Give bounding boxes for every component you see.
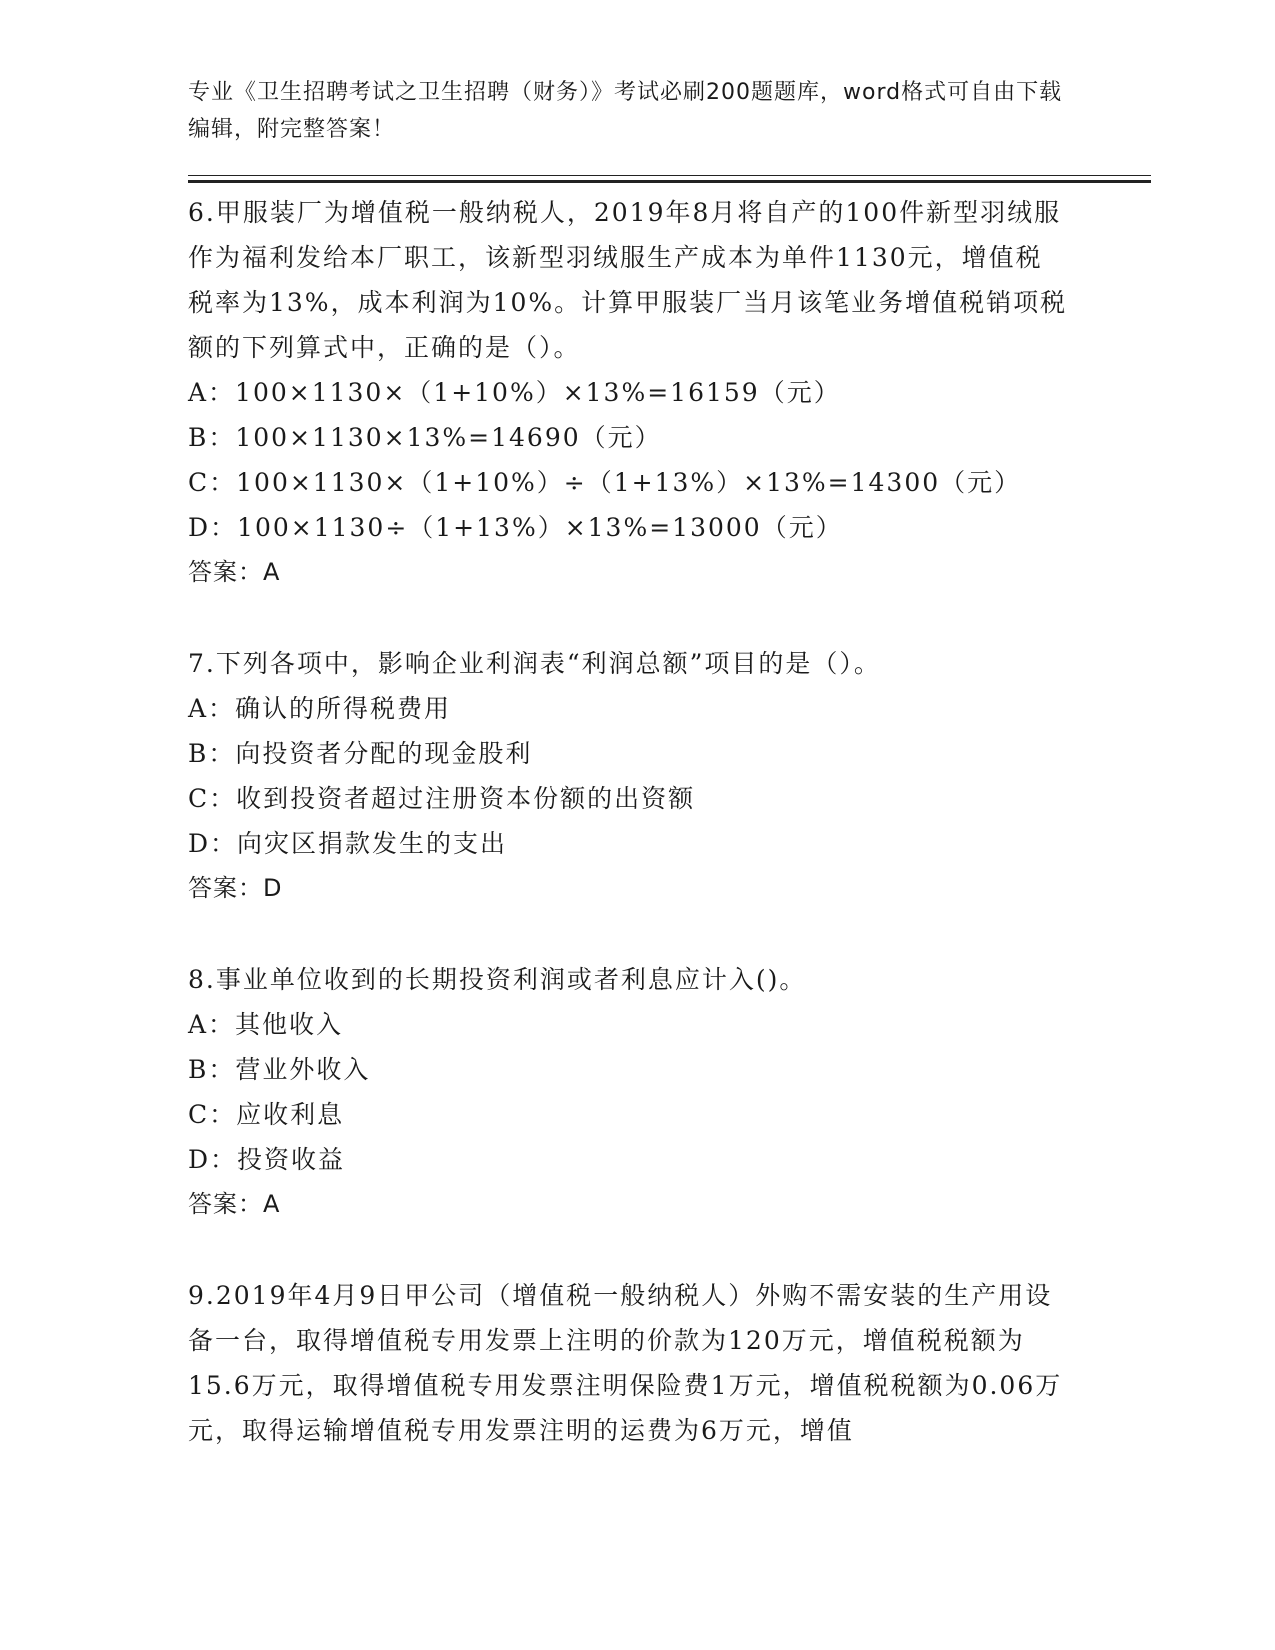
question-stem: 8.事业单位收到的长期投资利润或者利息应计入()。 xyxy=(188,965,807,994)
option-c: C：100×1130×（1+10%）÷（1+13%）×13%=14300（元） xyxy=(188,468,1022,497)
option-a: A：100×1130×（1+10%）×13%=16159（元） xyxy=(188,378,841,407)
question-stem: 6.甲服装厂为增值税一般纳税人，2019年8月将自产的100件新型羽绒服作为福利发给本厂职工，该新型羽绒服生产成本为单件1130元，增值税税率为13%，成本利润为10%。计算甲服装厂当月该笔业务增值税销项税额的下列算式中，正确的是（）。 xyxy=(188,198,1068,362)
option-b: B：营业外收入 xyxy=(188,1055,371,1084)
answer-line: 答案：D xyxy=(188,874,283,902)
option-c: C：应收利息 xyxy=(188,1100,345,1129)
question-stem: 7.下列各项中，影响企业利润表“利润总额”项目的是（）。 xyxy=(188,649,881,678)
option-c: C：收到投资者超过注册资本份额的出资额 xyxy=(188,784,696,813)
question-9 xyxy=(188,1273,1068,1453)
question-stem: 9.2019年4月9日甲公司（增值税一般纳税人）外购不需安装的生产用设备一台，取得增值税专用发票上注明的价款为120万元，增值税税额为15.6万元，取得增值税专用发票注明保险费1万元，增值税税额为0.06万元，取得运输增值税专用发票注明的运费为6万元，增值 xyxy=(188,1281,1063,1445)
option-b: B：向投资者分配的现金股利 xyxy=(188,739,533,768)
option-d: D：向灾区捐款发生的支出 xyxy=(188,829,508,858)
option-a: A：其他收入 xyxy=(188,1010,344,1039)
option-d: D：投资收益 xyxy=(188,1145,346,1174)
header-divider xyxy=(188,175,1151,176)
option-b: B：100×1130×13%=14690（元） xyxy=(188,423,662,452)
question-8 xyxy=(188,957,1068,1227)
answer-line: 答案：A xyxy=(188,1190,281,1218)
header-divider-thick xyxy=(188,180,1151,183)
document-header: 专业《卫生招聘考试之卫生招聘（财务）》考试必刷200题题库，word格式可自由下载编辑，附完整答案！ xyxy=(188,80,1063,142)
question-6 xyxy=(188,190,1068,595)
question-list xyxy=(188,190,1068,1499)
option-a: A：确认的所得税费用 xyxy=(188,694,452,723)
question-7 xyxy=(188,641,1068,911)
answer-line: 答案：A xyxy=(188,558,281,586)
option-d: D：100×1130÷（1+13%）×13%=13000（元） xyxy=(188,513,843,542)
